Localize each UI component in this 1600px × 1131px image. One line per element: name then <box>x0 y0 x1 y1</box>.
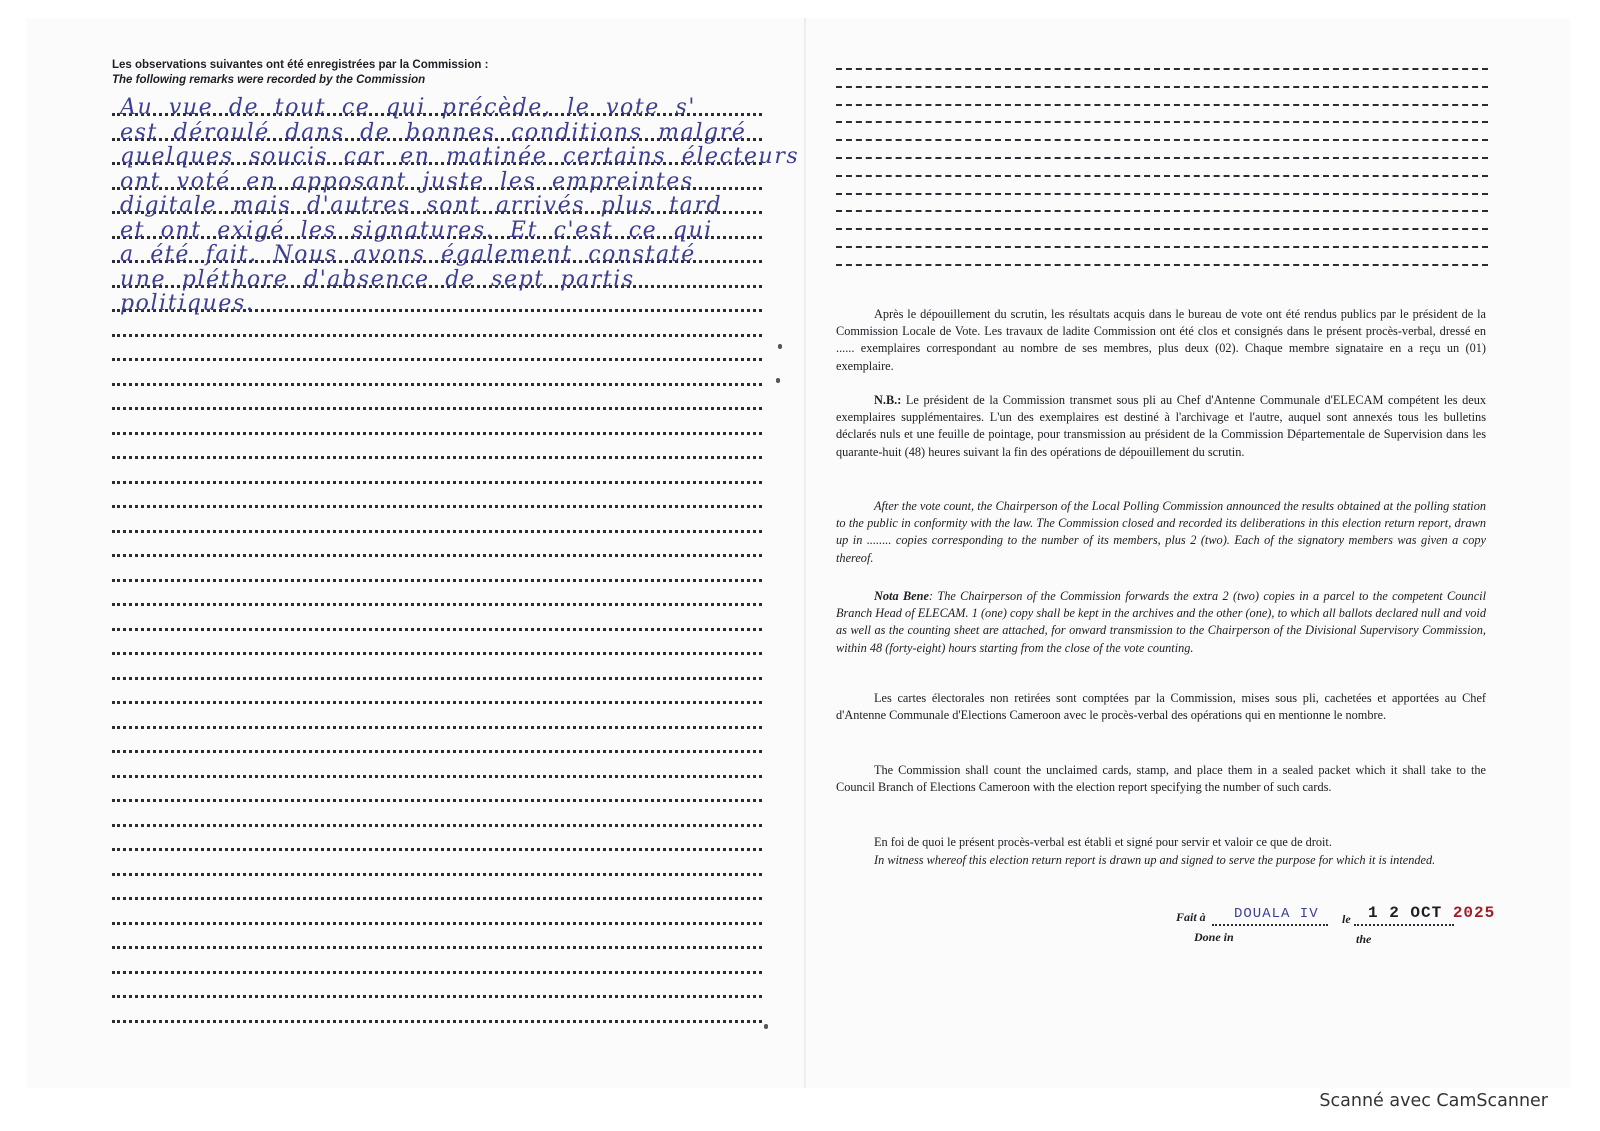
place-dotted-line <box>1212 924 1328 926</box>
ruled-line <box>836 68 1488 70</box>
fait-a-label: Fait à <box>1176 910 1206 924</box>
ruled-line <box>112 848 762 851</box>
handwritten-line: quelques soucis car en matinée certains électeurs <box>120 144 800 169</box>
ruled-line <box>112 358 762 361</box>
results-paragraph-fr <box>836 306 1486 375</box>
nb-text: Le président de la Commission transmet sous pli au Chef d'Antenne Communale d'ELECAM compétent les deux exemplaires supplémentaires. L'un des exemplaires est destiné à l'archivage et l'autre, auquel sont annexés tous les bulletins déclarés nuls et une feuille de pointage, pour transmission au président de la Commission Départementale de Supervision dans les quarante-huit (48) heures suivant la fin des opérations de dépouillement du scrutin. <box>836 393 1486 459</box>
copies-blank-fr: ...... <box>836 341 855 356</box>
ruled-line <box>112 505 762 508</box>
ruled-line <box>112 824 762 827</box>
ruled-line <box>112 775 762 778</box>
closing-paragraph-fr: En foi de quoi le présent procès-verbal est établi et signé pour servir et valoir ce que de droit. <box>874 835 1332 849</box>
ruled-line <box>112 432 762 435</box>
ruled-line <box>112 652 762 655</box>
nb-paragraph-fr <box>836 392 1486 461</box>
ruled-line <box>112 946 762 949</box>
handwritten-line: a été fait. Nous avons également constaté <box>120 242 696 267</box>
page-fold <box>804 18 806 1088</box>
ruled-line <box>836 121 1488 123</box>
handwritten-line: une pléthore d'absence de sept partis <box>120 266 635 292</box>
ruled-line <box>112 726 762 729</box>
handwritten-remarks <box>120 95 800 317</box>
remarks-heading-en: The following remarks were recorded by the Commission <box>112 74 426 86</box>
handwritten-line: Au vue de tout ce qui précède, le vote s' <box>120 95 697 120</box>
date-stamp <box>1368 904 1495 922</box>
scan-speck <box>776 378 780 383</box>
ruled-lines-continued <box>836 62 1488 274</box>
handwritten-line: politiques. <box>120 291 255 316</box>
ruled-line <box>112 897 762 900</box>
handwritten-line: ont voté en apposant juste les empreintes <box>120 168 694 194</box>
ruled-line <box>112 971 762 974</box>
ruled-line <box>112 922 762 925</box>
scan-speck <box>778 344 782 349</box>
ruled-line <box>836 264 1488 266</box>
copies-blank-en: ........ <box>866 533 892 548</box>
ruled-line <box>836 157 1488 159</box>
ruled-line <box>112 701 762 704</box>
results-text-en-rest: copies corresponding to the number of its members, plus 2 (two). Each of the signatory members was given a copy thereof. <box>836 533 1486 565</box>
done-in-label: Done in <box>1194 930 1234 944</box>
left-page <box>112 58 800 316</box>
ruled-line <box>112 628 762 631</box>
le-label: le <box>1342 912 1351 926</box>
date-stamp-day-month: 1 2 OCT <box>1368 904 1443 922</box>
cards-paragraph-en: The Commission shall count the unclaimed cards, stamp, and place them in a sealed packet which it shall take to the Council Branch of Elections Cameroon with the election report specifying the number of such cards. <box>836 763 1486 795</box>
ruled-line <box>112 456 762 459</box>
results-paragraph-en <box>836 498 1486 567</box>
place-value: DOUALA IV <box>1234 906 1319 922</box>
results-text-fr: Après le dépouillement du scrutin, les résultats acquis dans le bureau de vote ont été rendus publics par le président de la Commission Locale de Vote. Les travaux de ladite Commission ont été clos et consignés dans le présent procès-verbal, dressé en <box>836 307 1486 339</box>
ruled-line <box>836 104 1488 106</box>
scan-speck <box>764 1024 768 1029</box>
ruled-line <box>836 228 1488 230</box>
ruled-line <box>112 873 762 876</box>
ruled-line <box>836 86 1488 88</box>
cards-paragraph-fr: Les cartes électorales non retirées sont comptées par la Commission, mises sous pli, cachetées et apportées au Chef d'Antenne Communale d'Elections Cameroon avec le procès-verbal des opérations qui en mentionne le nombre. <box>836 691 1486 723</box>
signature-block <box>1176 904 1506 970</box>
ruled-line <box>112 1020 762 1023</box>
results-text-fr-rest: exemplaires correspondant au nombre de ses membres, plus deux (02). Chaque membre signataire en a reçu un (01) exemplaire. <box>836 341 1486 373</box>
ruled-line <box>112 334 762 337</box>
ruled-line <box>836 175 1488 177</box>
ruled-line <box>112 407 762 410</box>
ruled-line <box>836 193 1488 195</box>
ruled-line <box>836 139 1488 141</box>
ruled-line <box>836 210 1488 212</box>
ruled-line <box>112 383 762 386</box>
the-label: the <box>1356 932 1372 946</box>
handwritten-line: et ont exigé les signatures. Et c'est ce qui <box>120 217 713 243</box>
remarks-heading-fr: Les observations suivantes ont été enregistrées par la Commission : <box>112 59 489 71</box>
ruled-line <box>112 677 762 680</box>
ruled-line <box>112 603 762 606</box>
nb-label: N.B.: <box>874 393 902 407</box>
closing-paragraph-en: In witness whereof this election return report is drawn up and signed to serve the purpose for which it is intended. <box>874 853 1436 867</box>
ruled-line <box>112 530 762 533</box>
right-page-remarks-continuation <box>836 62 1488 274</box>
ruled-line <box>112 750 762 753</box>
nota-bene-paragraph-en <box>836 588 1486 657</box>
handwritten-line: digitale mais d'autres sont arrivés plus tard <box>120 193 723 218</box>
nota-bene-label: Nota Bene <box>874 589 929 603</box>
date-stamp-year: 2025 <box>1452 904 1496 922</box>
camscanner-watermark: Scanné avec CamScanner <box>1319 1091 1548 1111</box>
ruled-line <box>112 995 762 998</box>
nota-bene-text: : The Chairperson of the Commission forwards the extra 2 (two) copies in a parcel to the competent Council Branch Head of ELECAM. 1 (one) copy shall be kept in the archives and the other (one), to which all ballots declared null and void as well as the counting sheet are attached, for onward transmission to the Chairperson of the Divisional Supervisory Commission, within 48 (forty-eight) hours starting from the close of the vote counting. <box>836 589 1486 655</box>
handwritten-line: est déroulé dans de bonnes conditions malgré <box>120 119 747 145</box>
remarks-ruled-area <box>112 90 800 1030</box>
ruled-line <box>112 554 762 557</box>
results-text-en: After the vote count, the Chairperson of the Local Polling Commission announced the results obtained at the polling station to the public in conformity with the law. The Commission closed and recorded its deliberations in this election return report, drawn up in <box>836 499 1486 548</box>
ruled-line <box>112 481 762 484</box>
ruled-line <box>836 246 1488 248</box>
date-dotted-line <box>1354 924 1454 926</box>
ruled-line <box>112 579 762 582</box>
ruled-line <box>112 799 762 802</box>
